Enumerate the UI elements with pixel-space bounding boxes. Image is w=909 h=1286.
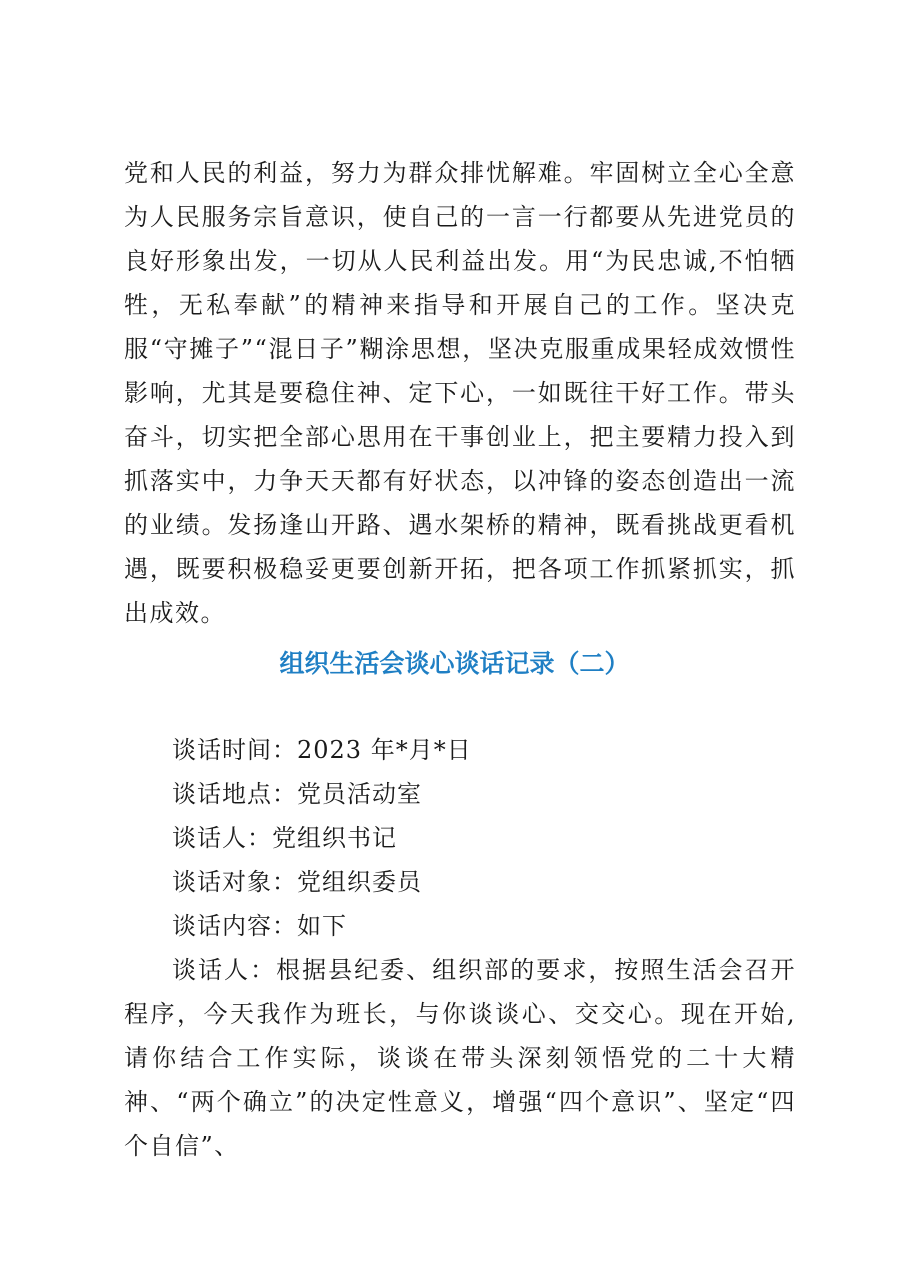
- continuation-paragraph: 党和人民的利益，努力为群众排忧解难。牢固树立全心全意为人民服务宗旨意识，使自己的一言一行都要从先进党员的良好形象出发，一切从人民利益出发。用“为民忠诚,不怕牺牲，无私奉献”的精神来指导和开展自己的工作。坚决克服“守摊子”“混日子”糊涂思想，坚决克服重成果轻成效惯性影响，尤其是要稳住神、定下心，一如既往干好工作。带头奋斗，切实把全部心思用在干事创业上，把主要精力投入到抓落实中，力争天天都有好状态，以冲锋的姿态创造出一流的业绩。发扬逢山开路、遇水架桥的精神，既看挑战更看机遇，既要积极稳妥更要创新开拓，把各项工作抓紧抓实，抓出成效。: [124, 159, 796, 627]
- meta-target: 谈话对象：党组织委员: [172, 868, 422, 896]
- opening-paragraph: 谈话人：根据县纪委、组织部的要求，按照生活会召开程序，今天我作为班长，与你谈谈心、交交心。现在开始,请你结合工作实际，谈谈在带头深刻领悟党的二十大精神、“两个确立”的决定性意义，增强“四个意识”、坚定“四个自信”、: [124, 956, 796, 1160]
- section-title: 组织生活会谈心谈话记录（二）: [279, 649, 630, 678]
- meta-time: 谈话时间：2023 年*月*日: [172, 736, 472, 764]
- meta-content: 谈话内容：如下: [172, 912, 347, 940]
- meta-place: 谈话地点：党员活动室: [172, 780, 422, 808]
- meta-speaker: 谈话人：党组织书记: [172, 824, 397, 852]
